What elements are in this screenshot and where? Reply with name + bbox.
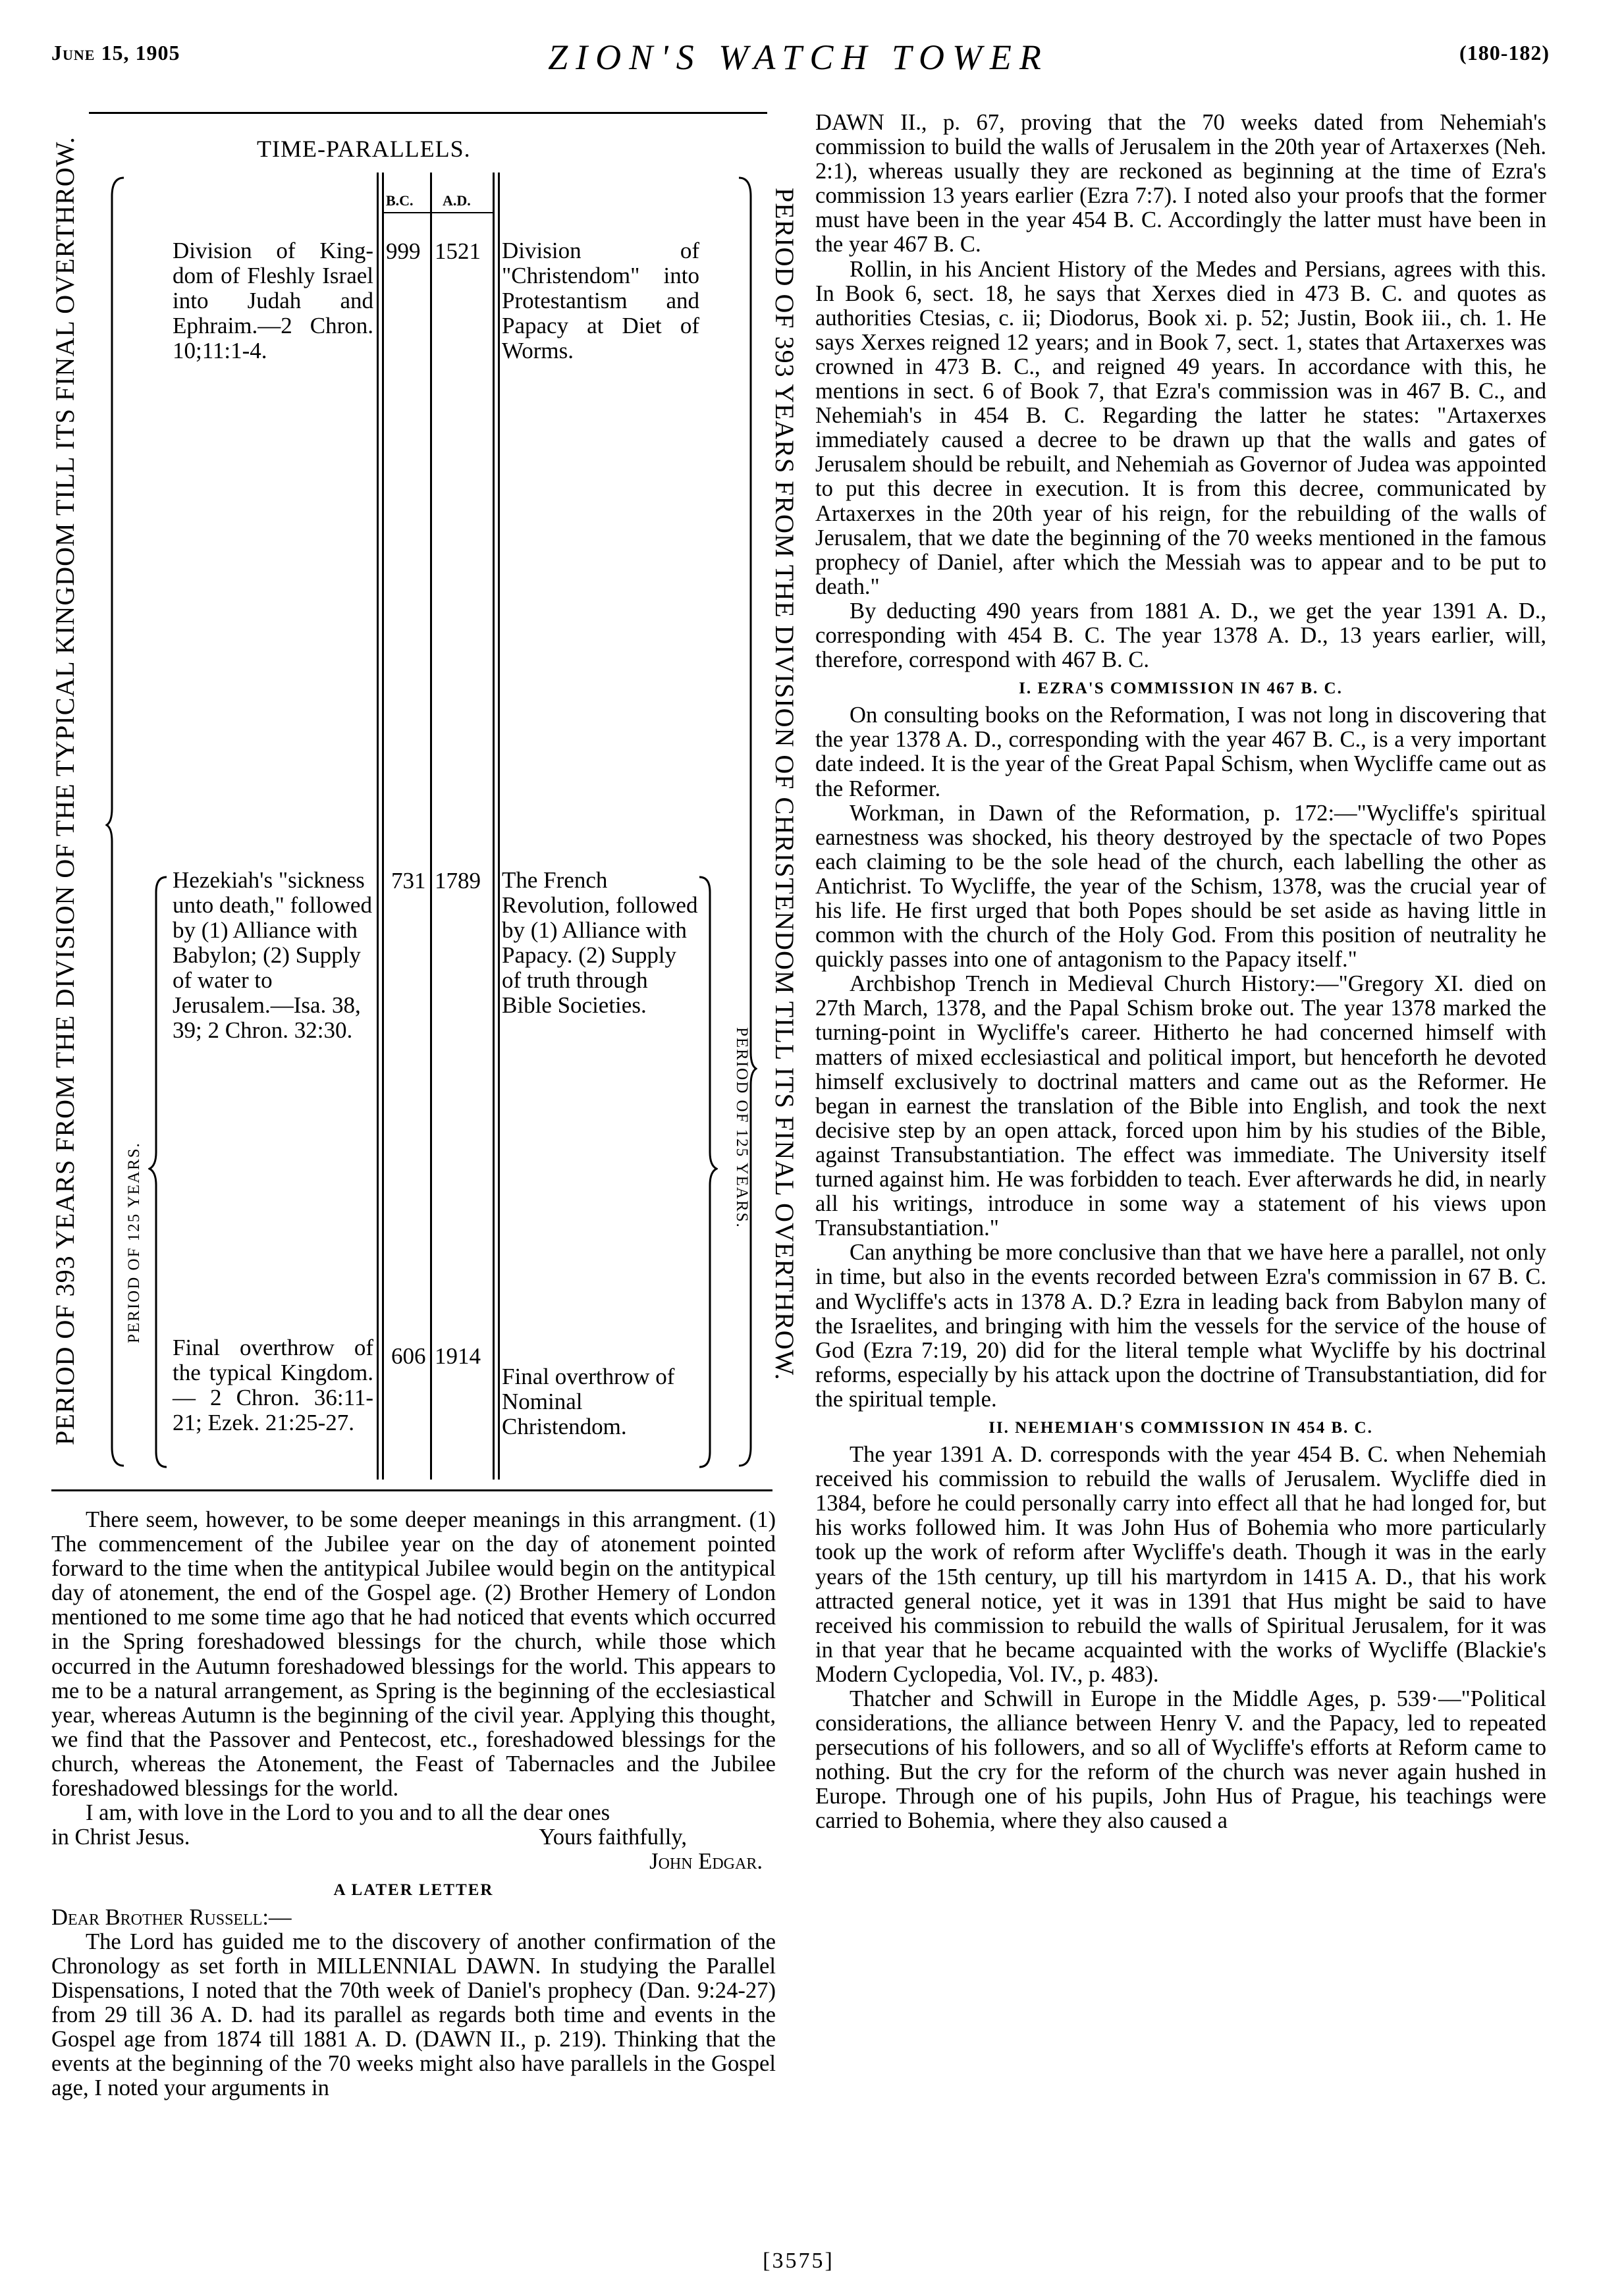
year-bc: 606 [391, 1343, 426, 1369]
paragraph: There seem, however, to be some deeper meanings in this arrangment. (1) The commencement of the Jubilee year on the day of atonement pointed forward to the time when the antitypical Jubilee would begin on the antitypical day of atonement, the end of the Gospel age. (2) Brother Hemery of London mentioned to me some time ago that he had noticed that events which occurred in the Spring foreshadowed blessings for the church, while those which occurred in the Autumn foreshadowed blessings for the world. This appears to me to be a natural arrangement, as Spring is the beginning of the ecclesiastical year, whereas Autumn is the beginning of the civil year. Applying this thought, we find that the Passover and Pentecost, etc., foreshadowed blessings for the church, whereas the Atonement, the Feast of Tabernacles and the Jubilee foreshadowed blessings for the world. [51, 1507, 776, 1802]
column-divider [382, 173, 384, 1480]
left-column [51, 1508, 776, 2100]
column-divider [377, 173, 379, 1480]
year-ad: 1521 [435, 238, 481, 264]
column-header-ad: A.D. [443, 192, 471, 209]
paragraph: Can anything be more conclusive than that we have here a parallel, not only in time, but also in the events recorded between Ezra's commission in 67 B. C. and Wycliffe's acts in 1378 A. D.? Ezra in leading back from Babylon many of the Israelites, and bringing with him the vessels for the service of the house of God (Ezra 7:19, 20) did for the literal temple what Wycliffe by his doctrinal reforms, especially by his attack upon the doctrine of Transubstantiation, did for the spiritual temple. [815, 1240, 1546, 1412]
paragraph: The year 1391 A. D. corresponds with the year 454 B. C. when Nehemiah received his commission to rebuild the walls of Jerusalem. Wycliffe died in 1384, before he could personally carry into effect all that he had longed for, but his works followed him. It was John Hus of Bohemia who more particularly took up the work of reform after Wycliffe's death. Though it was in the early years of the 15th century, up till his martyrdom in 1415 A. D., that his work attracted general notice, yet it was in 1391 that Hus might be said to have received his commission to rebuild the walls of Spiritual Jerusalem, for it was in that year that he became acquainted with the works of Wycliffe (Blackie's Modern Cyclopedia, Vol. IV., p. 483). [815, 1442, 1546, 1687]
closing-valediction: Yours faithfully, [539, 1825, 687, 1850]
paragraph: Thatcher and Schwill in Europe in the Middle Ages, p. 539·—"Political considerations, the alliance between Henry V. and the Papacy, led to repeated persecutions of his followers, and so all of Wycliffe's efforts at Reform came to nothing. But the cry for the reform of the church was never again hushed in Europe. Through one of his pupils, John Hus of Prague, his teachings were carried to Bohemia, where they also caused a [815, 1686, 1546, 1834]
journal-title: ZION'S WATCH TOWER [548, 38, 1049, 77]
side-label-left-outer: PERIOD OF 393 YEARS FROM THE DIVISION OF THE TYPICAL KINGDOM TILL ITS FINAL OVERTHROW. [50, 136, 80, 1445]
inner-left-brace [148, 876, 168, 1468]
year-ad: 1914 [435, 1343, 481, 1369]
right-column [815, 111, 1546, 1834]
table-row-left: Division of King-dom of Fleshly Israel into Judah and Ephraim.—2 Chron. 10;11:1-4. [173, 238, 373, 363]
column-divider [430, 173, 432, 1480]
salutation: Dear Brother Russell:— [51, 1904, 292, 1930]
column-divider [498, 173, 500, 1480]
header-date: June 15, 1905 [51, 41, 180, 65]
table-row-right: Division of "Christendom" into Protestantism and Papacy at Diet of Worms. [502, 238, 699, 363]
paragraph: I am, with love in the Lord to you and to all the dear ones [86, 1800, 610, 1826]
paragraph: Archbishop Trench in Medieval Church History:—"Gregory XI. died on 27th March, 1378, and the Papal Schism broke out. The year 1378 marked the turning-point in Wycliffe's career. Hitherto he had concerned himself with matters of mixed ecclesiastical and political import, but henceforth he devoted himself exclusively to doctrinal matters and came out as the Reformer. He began in earnest the translation of the Bible into English, and took the next decisive step by an open attack, forced upon him by his studies of the Bible, against Transubstantiation. The effect was immediate. The University itself turned against him. He was forbidden to teach. Ever afterwards he did, in nearly all his writings, introduce in some way a statement of his views upon Transubstantiation." [815, 971, 1546, 1241]
table-row-right: The French Revolution, followed by (1) Alliance with Papacy. (2) Supply of truth through Bible Societies. [502, 867, 698, 1018]
side-label-right-outer: PERIOD OF 393 YEARS FROM THE DIVISION OF CHRISTENDOM TILL ITS FINAL OVERTHROW. [770, 188, 799, 1381]
paragraph: By deducting 490 years from 1881 A. D., we get the year 1391 A. D., corresponding with 454 B. C. The year 1378 A. D., 13 years earlier, will, therefore, correspond with 467 B. C. [815, 598, 1546, 673]
section-heading: I. EZRA'S COMMISSION IN 467 B. C. [1019, 680, 1343, 698]
paragraph: The Lord has guided me to the discovery of another confirmation of the Chronology as set forth in MILLENNIAL DAWN. In studying the Parallel Dispensations, I noted that the 70th week of Daniel's prophecy (Dan. 9:24-27) from 29 till 36 A. D. had its parallel as regards both time and events in the Gospel age from 1874 till 1881 A. D. (DAWN II., p. 219). Thinking that the events at the beginning of the 70 weeks might also have parallels in the Gospel age, I noted your arguments in [51, 1929, 776, 2101]
inner-right-brace [698, 876, 718, 1468]
year-ad: 1789 [435, 868, 481, 894]
column-header-rule [382, 212, 493, 213]
paragraph: Workman, in Dawn of the Reformation, p. 172:—"Wycliffe's spiritual earnestness was shocked, his theory destroyed by the spectacle of two Popes each claiming to be the sole head of the church, each labelling the other as Antichrist. To Wycliffe, the year of the Schism, 1378, was the crucial year of his life. He first urged that both Popes should be set aside as having little in common with the church of the Holy God. From this position of neutrality he quickly passes into one of antagonism to the Papacy itself." [815, 800, 1546, 973]
column-divider [493, 173, 495, 1480]
section-heading: A LATER LETTER [333, 1881, 494, 1900]
signature: John Edgar. [649, 1849, 763, 1875]
paragraph: Rollin, in his Ancient History of the Medes and Persians, agrees with this. In Book 6, sect. 18, he says that Xerxes died in 473 B. C. and quotes as authorities Ctesias, c. ii; Diodorus, Book xi. p. 52; Justin, Book iii., ch. 1. He says Xerxes reigned 12 years; and in Book 7, sect. 1, states that Artaxerxes was crowned in 473 B. C., and reigned 49 years. In accordance with this, he mentions in sect. 6 of Book 7, that Ezra's commission was in 467 B. C., and Nehemiah's in 454 B. C. Regarding the latter he states: "Artaxerxes immediately caused a decree to be drawn up that the walls and gates of Jerusalem should be rebuilt, and Nehemiah as Governor of Judea was appointed to put this decree in execution. It is from this decree, communicated by Artaxerxes in the 20th year of his reign, for the rebuilding of the walls of Jerusalem, that we date the beginning of the 70 weeks mentioned in the famous prophecy of Daniel, after which the Messiah was to appear and to be put to death." [815, 256, 1546, 599]
year-bc: 999 [386, 238, 421, 264]
table-row-right: Final overthrow of Nominal Christendom. [502, 1364, 675, 1439]
column-header-bc: B.C. [386, 192, 414, 209]
page-reference: (180-182) [1459, 41, 1550, 65]
outer-right-brace [738, 176, 757, 1467]
table-top-rule [89, 112, 767, 114]
side-label-left-inner: PERIOD OF 125 YEARS. [125, 1142, 143, 1343]
section-heading: II. NEHEMIAH'S COMMISSION IN 454 B. C. [988, 1418, 1373, 1437]
year-bc: 731 [391, 868, 426, 894]
side-label-right-inner: PERIOD OF 125 YEARS. [733, 1027, 751, 1229]
page-number: [3575] [763, 2249, 834, 2273]
table-title: TIME-PARALLELS. [257, 136, 471, 162]
closing-text: in Christ Jesus. [51, 1825, 190, 1850]
paragraph: On consulting books on the Reformation, I was not long in discovering that the year 1378 A. D., corresponding with the year 467 B. C., is a very important date indeed. It is the year of the Great Papal Schism, when Wycliffe came out as the Reformer. [815, 703, 1546, 801]
closing-line [51, 1825, 776, 1850]
table-bottom-rule [51, 1489, 772, 1491]
table-row-left: Final overthrow of the typical Kingdom.— 2 Chron. 36:11-21; Ezek. 21:25-27. [173, 1335, 373, 1435]
outer-left-brace [105, 176, 125, 1467]
paragraph: DAWN II., p. 67, proving that the 70 weeks dated from Nehemiah's commission to build the walls of Jerusalem in the 20th year of Artaxerxes (Neh. 2:1), whereas usually they are reckoned as beginning at the time of Ezra's commission 13 years earlier (Ezra 7:7). I noted also your proofs that the former must have been in the year 454 B. C. Accordingly the latter must have been in the year 467 B. C. [815, 110, 1546, 257]
table-row-left: Hezekiah's "sickness unto death," followed by (1) Alliance with Babylon; (2) Supply of water to Jerusalem.—Isa. 38, 39; 2 Chron. 32:30. [173, 867, 372, 1043]
